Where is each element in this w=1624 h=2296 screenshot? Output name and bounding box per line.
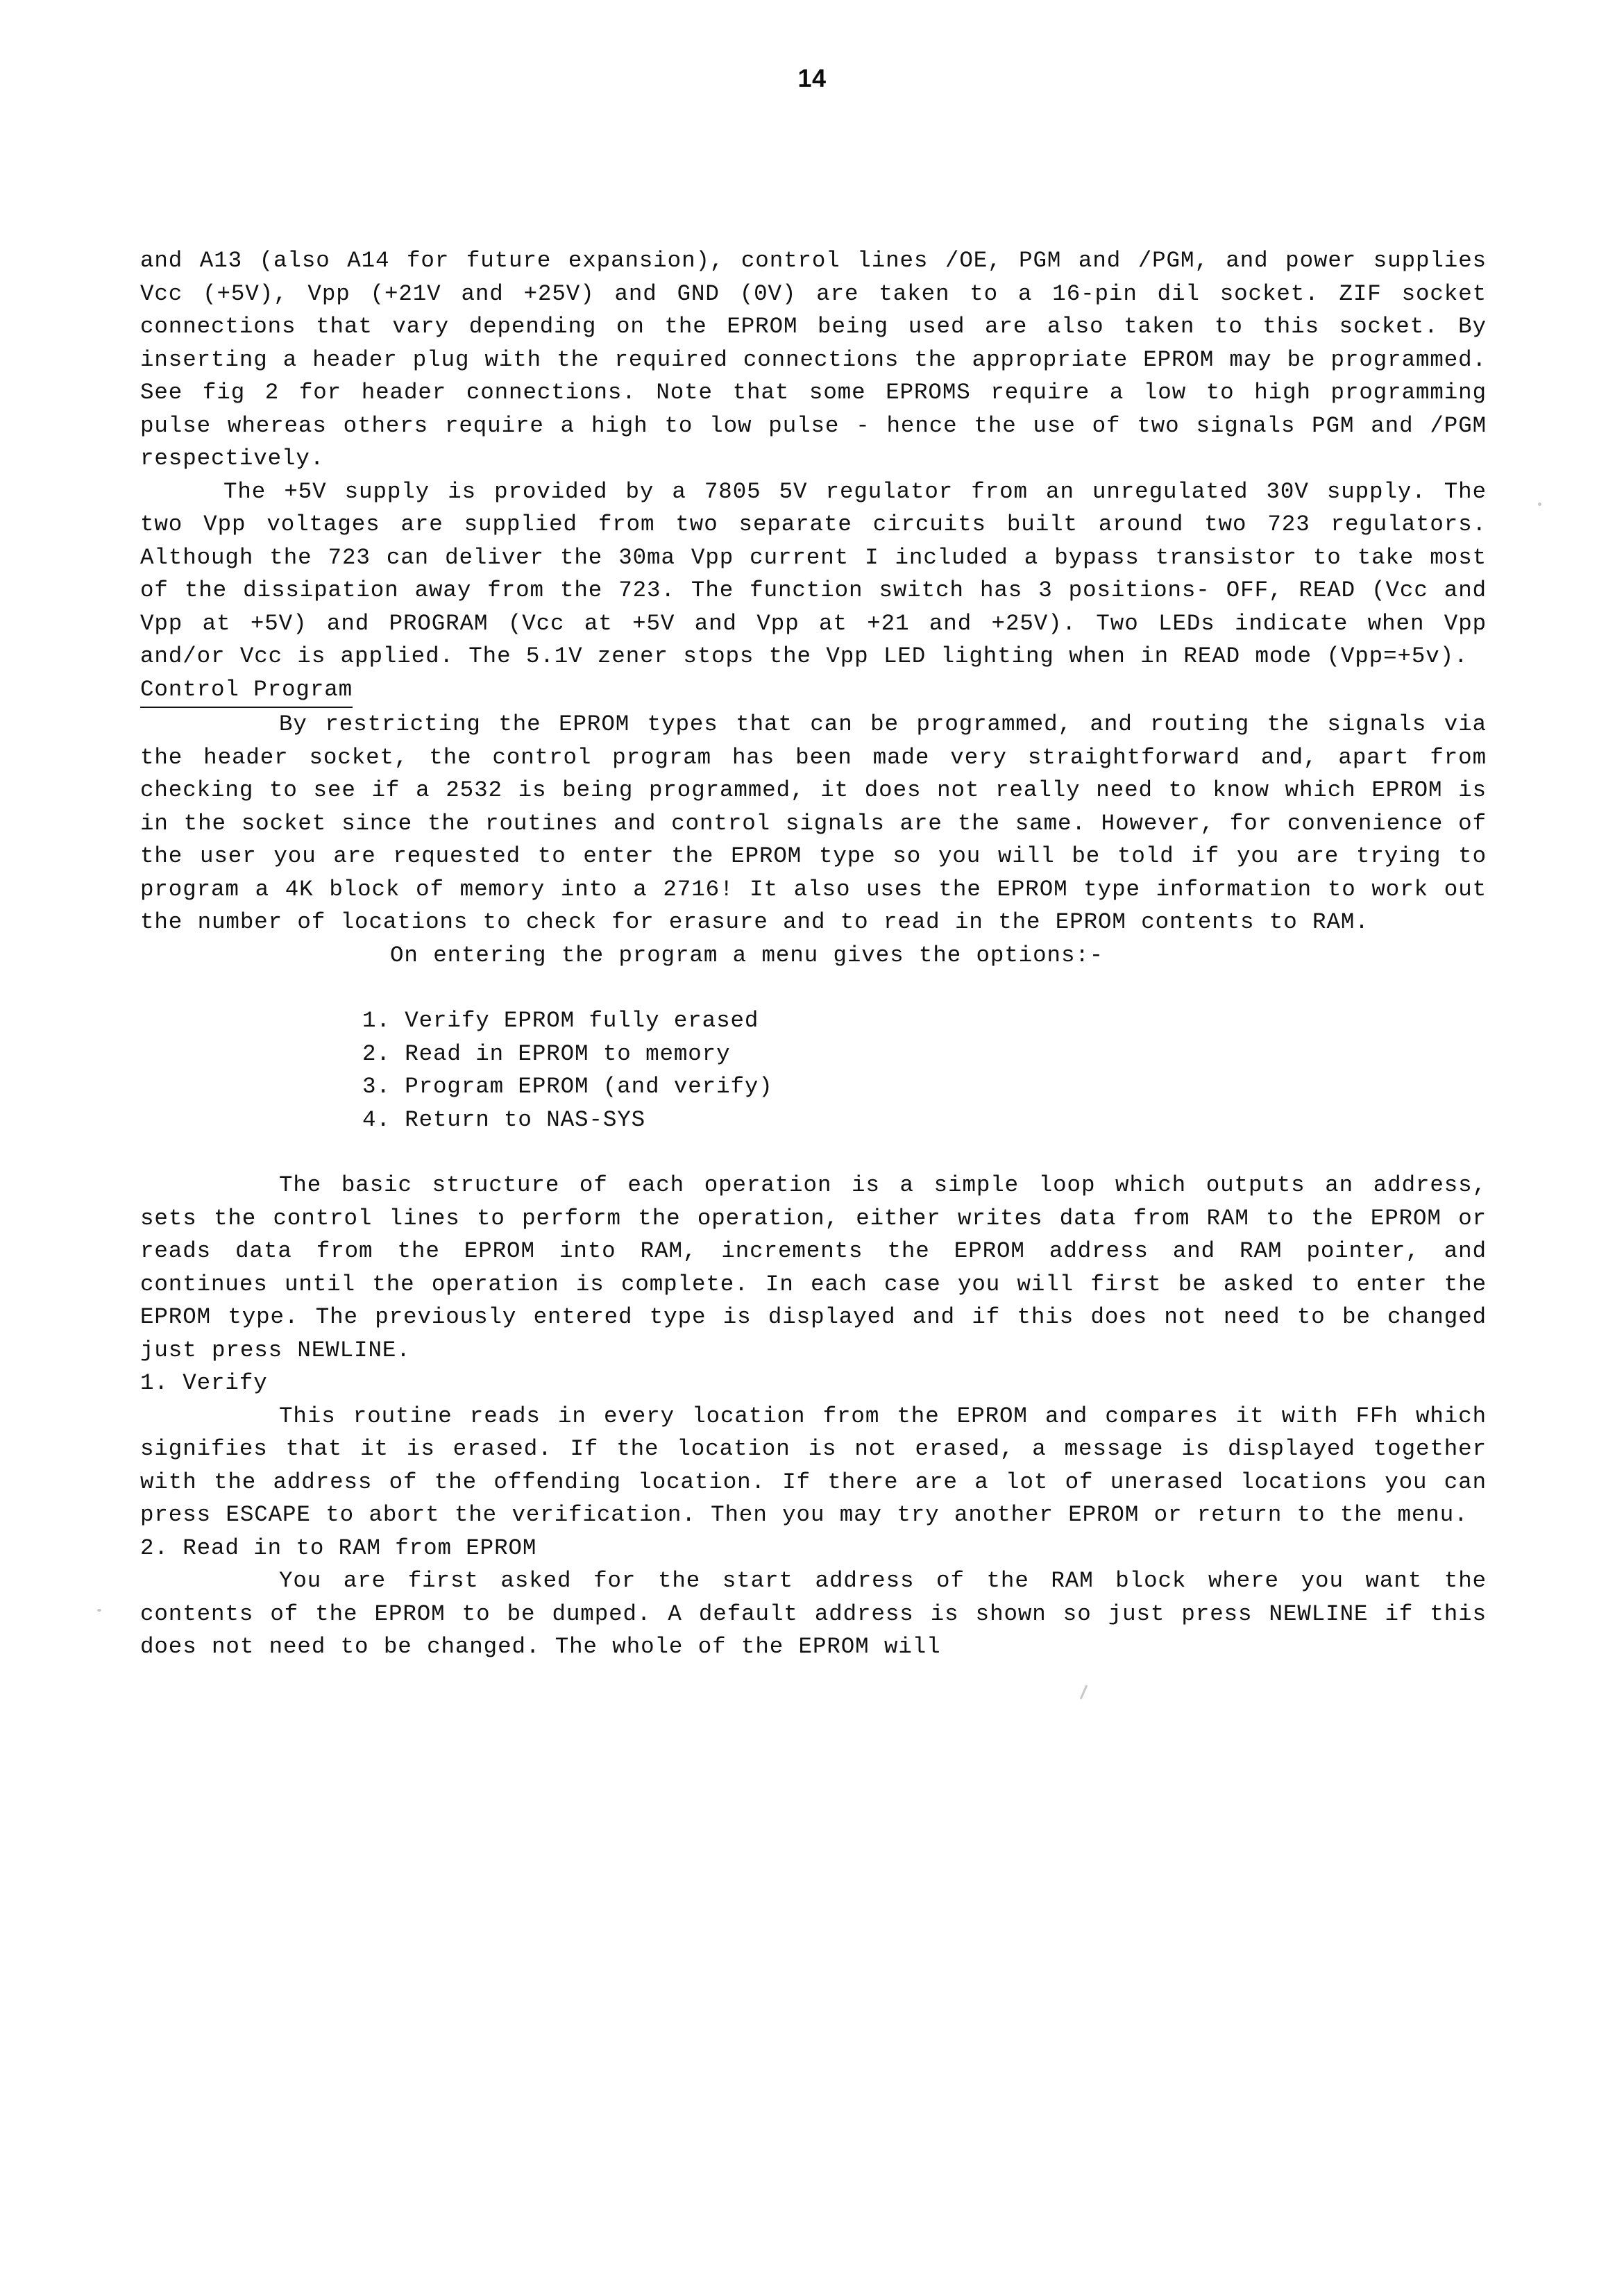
menu-intro-text: On entering the program a menu gives the options:-: [390, 942, 1104, 968]
menu-intro-line: [140, 939, 1487, 972]
heading-verify: 1. Verify: [140, 1370, 268, 1396]
paragraph-power-supply: [140, 475, 1487, 673]
scan-artifact-speck: [97, 1609, 101, 1612]
menu-options-list: [140, 1004, 1487, 1136]
scan-artifact-streak: [1080, 1685, 1088, 1699]
menu-option-3: 3. Program EPROM (and verify): [362, 1074, 773, 1099]
menu-option-1: 1. Verify EPROM fully erased: [362, 1008, 759, 1033]
menu-option-4: 4. Return to NAS-SYS: [362, 1106, 646, 1133]
page-number: 14: [797, 64, 827, 92]
paragraph-control-program: [140, 708, 1487, 939]
page-body: [140, 244, 1487, 1664]
paragraph-verify-text: This routine reads in every location from the EPROM and compares it with FFh which signifies that it is erased. If the location is not erased, a message is displayed together with the address of the offending location. If there are a lot of unerased locations you can press ESCAPE to abort the verification. Then you may try another EPROM or return to the menu.: [140, 1403, 1487, 1528]
paragraph-basic-structure: [140, 1169, 1487, 1367]
heading-control-program-wrap: [140, 673, 1487, 709]
paragraph-read-in-to-ram: [140, 1564, 1487, 1664]
paragraph-control-program-text: By restricting the EPROM types that can be programmed, and routing the signals via the header socket, the control program has been made very straightforward and, apart from checking to see if a 2532 is being programmed, it does not really need to know which EPROM is in the socket since the routines and control signals are the same. However, for convenience of the user you are requested to enter the EPROM type so you will be told if you are trying to program a 4K block of memory into a 2716! It also uses the EPROM type information to work out the number of locations to check for erasure and to read in the EPROM contents to RAM.: [140, 711, 1487, 935]
paragraph-basic-structure-text: The basic structure of each operation is a simple loop which outputs an address, sets the control lines to perform the operation, either writes data from RAM to the EPROM or reads data from the EPROM into RAM, increments the EPROM address and RAM pointer, and continues until the operation is complete. In each case you will first be asked to enter the EPROM type. The previously entered type is displayed and if this does not need to be changed just press NEWLINE.: [140, 1172, 1487, 1363]
heading-read-in-to-ram: 2. Read in to RAM from EPROM: [140, 1535, 537, 1561]
heading-control-program: Control Program: [140, 673, 353, 709]
paragraph-continuation-hardware: and A13 (also A14 for future expansion), control lines /OE, PGM and /PGM, and power supplies Vcc (+5V), Vpp (+21V and +25V) and GND (0V) are taken to a 16-pin dil socket. ZIF socket connections that vary depending on the EPROM being used are also taken to this socket. By inserting a header plug with the required connections the appropriate EPROM may be programmed. See fig 2 for header connections. Note that some EPROMS require a low to high programming pulse whereas others require a high to low pulse - hence the use of two signals PGM and /PGM respectively.: [140, 248, 1487, 471]
paragraph-power-supply-text: The +5V supply is provided by a 7805 5V regulator from an unregulated 30V supply. The two Vpp voltages are supplied from two separate circuits built around two 723 regulators. Although the 723 can deliver the 30ma Vpp current I included a bypass transistor to take most of the dissipation away from the 723. The function switch has 3 positions- OFF, READ (Vcc and Vpp at +5V) and PROGRAM (Vcc at +5V and Vpp at +21 and +25V). Two LEDs indicate when Vpp and/or Vcc is applied. The 5.1V zener stops the Vpp LED lighting when in READ mode (Vpp=+5v).: [140, 478, 1487, 669]
menu-option-2: 2. Read in EPROM to memory: [362, 1040, 731, 1067]
paragraph-verify: [140, 1400, 1487, 1532]
scan-artifact-speck: [1538, 503, 1541, 506]
paragraph-read-in-to-ram-text: You are first asked for the start address of the RAM block where you want the contents of the EPROM to be dumped. A default address is shown so just press NEWLINE if this does not need to be changed. The whole of the EPROM will: [140, 1568, 1487, 1660]
